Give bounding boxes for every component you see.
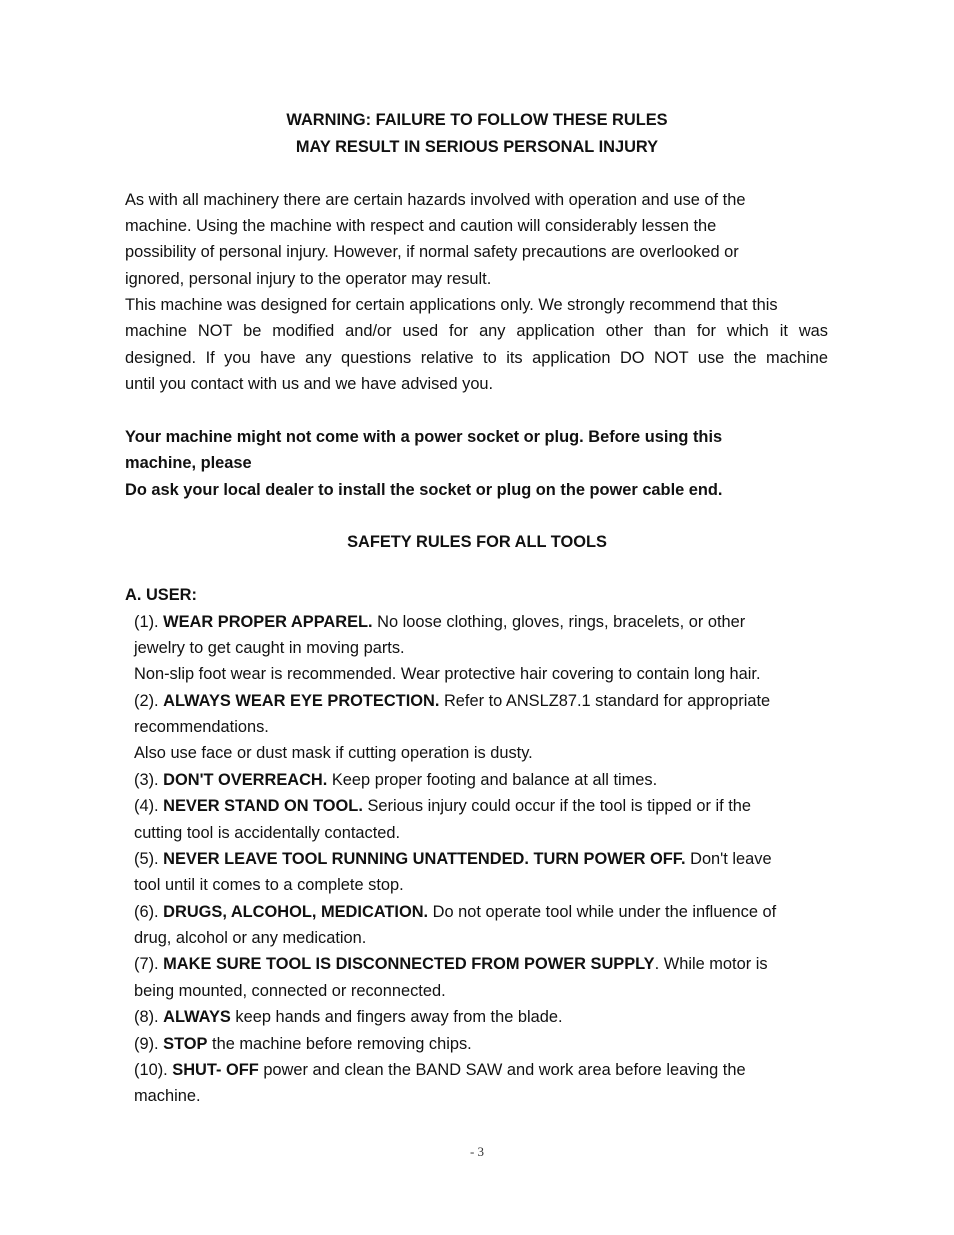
rule-bold: DON'T OVERREACH. (163, 771, 328, 789)
rule-text: No loose clothing, gloves, rings, bracelets, or other (372, 613, 746, 631)
rule-number: (3). (134, 771, 164, 789)
rule-number: (5). (134, 850, 164, 868)
rule-7-cont: being mounted, connected or reconnected. (134, 982, 446, 1000)
rule-bold: SHUT- OFF (172, 1061, 259, 1079)
rule-number: (6). (134, 903, 164, 921)
intro-p2-line: until you contact with us and we have advised you. (125, 375, 494, 393)
safety-rules-title: SAFETY RULES FOR ALL TOOLS (347, 533, 607, 551)
power-notice-line: Your machine might not come with a power socket or plug. Before using this (125, 428, 723, 446)
rule-6 (134, 903, 776, 922)
rule-bold: WEAR PROPER APPAREL. (163, 613, 373, 631)
rule-bold: NEVER STAND ON TOOL. (163, 797, 363, 815)
rule-number: (1). (134, 613, 164, 631)
intro-p1-line: As with all machinery there are certain hazards involved with operation and use of the (125, 191, 746, 209)
rule-5-cont: tool until it comes to a complete stop. (134, 876, 404, 894)
intro-p1-line: ignored, personal injury to the operator may result. (125, 270, 492, 288)
user-section-heading: A. USER: (125, 586, 197, 604)
rule-text: Do not operate tool while under the influence of (428, 903, 777, 921)
rule-text: Keep proper footing and balance at all times. (327, 771, 658, 789)
rule-text: the machine before removing chips. (207, 1035, 472, 1053)
rule-4 (134, 797, 751, 816)
rule-2 (134, 692, 770, 711)
rule-number: (10). (134, 1061, 173, 1079)
rule-text: Serious injury could occur if the tool is tipped or if the (362, 797, 751, 815)
rule-5 (134, 850, 772, 869)
intro-p1-line: possibility of personal injury. However, if normal safety precautions are overlooked or (125, 243, 739, 261)
rule-2-cont: recommendations. (134, 718, 269, 736)
rule-text: Refer to ANSLZ87.1 standard for appropriate (439, 692, 771, 710)
rule-10-cont: machine. (134, 1087, 201, 1105)
rule-bold: NEVER LEAVE TOOL RUNNING UNATTENDED. TURN POWER OFF. (163, 850, 686, 868)
rule-bold: ALWAYS (163, 1008, 231, 1026)
rule-number: (8). (134, 1008, 164, 1026)
rule-4-cont: cutting tool is accidentally contacted. (134, 824, 401, 842)
rule-bold: MAKE SURE TOOL IS DISCONNECTED FROM POWER SUPPLY (163, 955, 655, 973)
rule-bold: STOP (163, 1035, 208, 1053)
rule-8 (134, 1008, 563, 1027)
rule-text: . While motor is (654, 955, 768, 973)
rule-3 (134, 771, 657, 790)
power-notice-line: Do ask your local dealer to install the socket or plug on the power cable end. (125, 481, 723, 499)
warning-title-line2: MAY RESULT IN SERIOUS PERSONAL INJURY (295, 138, 659, 156)
rule-1 (134, 613, 745, 632)
rule-text: keep hands and fingers away from the blade. (230, 1008, 563, 1026)
intro-p2-line: This machine was designed for certain applications only. We strongly recommend that this (125, 296, 778, 314)
intro-p2-line: designed. If you have any questions relative to its application DO NOT use the machine (125, 349, 828, 367)
warning-title-line1: WARNING: FAILURE TO FOLLOW THESE RULES (286, 111, 668, 129)
intro-p2-line: machine NOT be modified and/or used for any application other than for which it was (125, 322, 828, 340)
rule-number: (9). (134, 1035, 164, 1053)
page-number: - 3 (469, 1144, 485, 1159)
rule-number: (2). (134, 692, 164, 710)
rule-text: power and clean the BAND SAW and work area before leaving the (258, 1061, 746, 1079)
rule-number: (4). (134, 797, 164, 815)
intro-p1-line: machine. Using the machine with respect and caution will considerably lessen the (125, 217, 717, 235)
rule-1-cont: Non-slip foot wear is recommended. Wear protective hair covering to contain long hair. (134, 665, 761, 683)
rule-bold: ALWAYS WEAR EYE PROTECTION. (163, 692, 440, 710)
power-notice-line: machine, please (125, 454, 252, 472)
rule-10 (134, 1061, 746, 1080)
rule-number: (7). (134, 955, 164, 973)
rule-bold: DRUGS, ALCOHOL, MEDICATION. (163, 903, 429, 921)
rule-6-cont: drug, alcohol or any medication. (134, 929, 367, 947)
rule-2-cont: Also use face or dust mask if cutting operation is dusty. (134, 744, 533, 762)
rule-text: Don't leave (685, 850, 772, 868)
rule-1-cont: jewelry to get caught in moving parts. (134, 639, 405, 657)
rule-7 (134, 955, 768, 974)
rule-9 (134, 1035, 472, 1054)
